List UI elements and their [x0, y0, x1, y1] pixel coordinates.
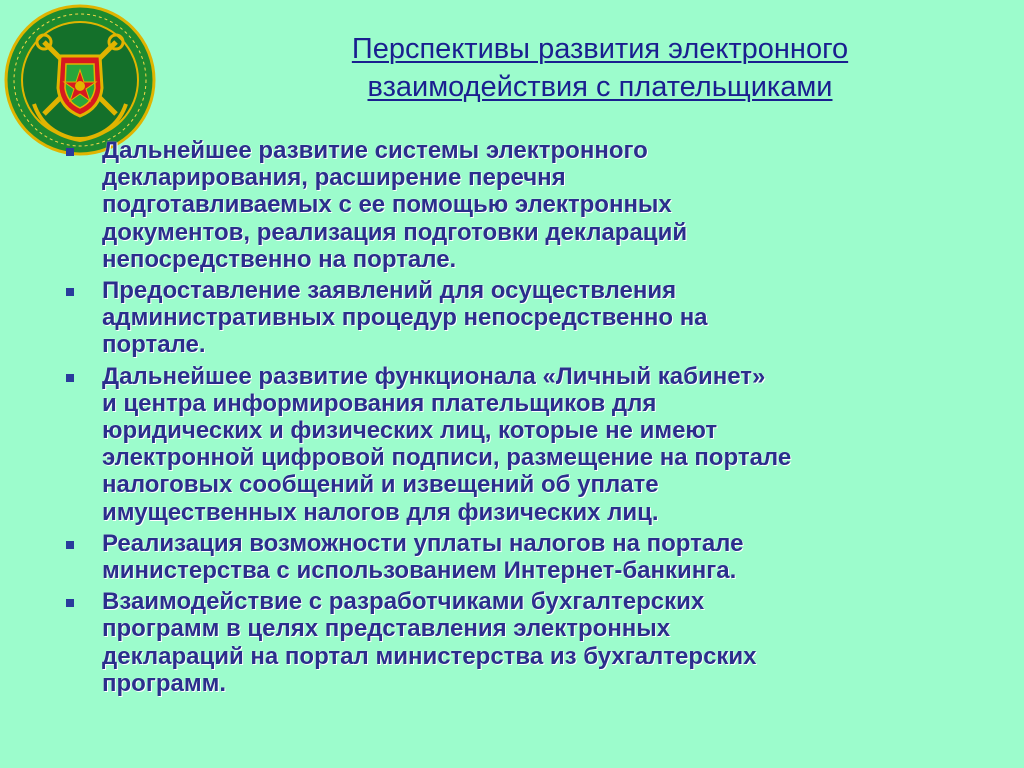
bullet-text: Предоставление заявлений для осуществления административных процедур непосредственно на портале.	[102, 277, 708, 359]
square-bullet-icon	[66, 541, 74, 549]
slide-title	[240, 30, 960, 106]
bullet-text: Реализация возможности уплаты налогов на портале министерства с использованием Интернет-банкинга.	[102, 529, 744, 585]
square-bullet-icon	[66, 148, 74, 156]
bullet-item	[62, 530, 982, 584]
bullet-item	[62, 137, 982, 273]
bullet-item	[62, 277, 982, 359]
bullet-text: Дальнейшее развитие системы электронного декларирования, расширение перечня подготавливаемых с ее помощью электронных документов, реализация подготовки деклараций непосредственно на портале.	[102, 137, 688, 273]
square-bullet-icon	[66, 374, 74, 382]
bullet-item	[62, 588, 982, 697]
square-bullet-icon	[66, 599, 74, 607]
slide-title-line-1: Перспективы развития электронного	[351, 33, 849, 65]
bullet-text: Дальнейшее развитие функционала «Личный кабинет» и центра информирования плательщиков для юридических и физических лиц, которые не имеют электронной цифровой подписи, размещение на портале налоговых сообщений и извещений об уплате имущественных налогов для физических лиц.	[102, 362, 792, 526]
bullet-list	[62, 137, 982, 701]
square-bullet-icon	[66, 288, 74, 296]
bullet-text: Взаимодействие с разработчиками бухгалтерских программ в целях представления электронных деклараций на портал министерства из бухгалтерских программ.	[102, 588, 757, 697]
slide-title-line-2: взаимодействия с плательщиками	[367, 71, 833, 103]
bullet-item	[62, 363, 982, 526]
tax-ministry-emblem-icon	[4, 4, 156, 156]
